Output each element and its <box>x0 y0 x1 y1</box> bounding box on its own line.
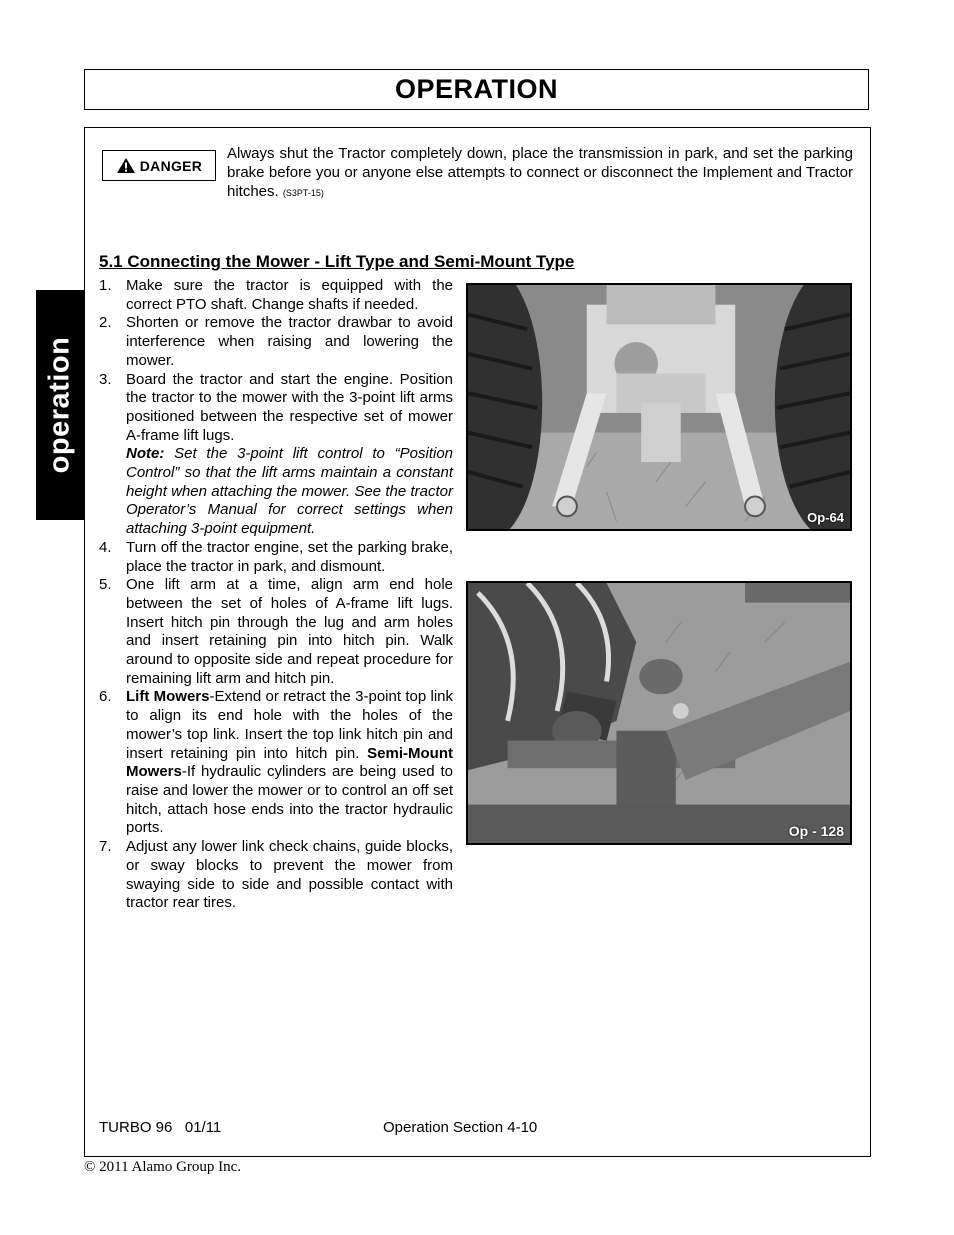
photo-tractor-hitch <box>466 283 852 531</box>
list-item: 3. Board the tractor and start the engine. Position the tractor to the mower with the 3-point lift arms positioned between the respective set of mower A-frame lift lugs. Note: Set the 3-point lift control to “Position Control” so that the lift arms maintain a constant height when attaching the mower. See the tractor Operator’s Manual for correct settings when attaching 3-point equipment. <box>99 370 453 538</box>
tractor-hitch-image <box>468 285 850 529</box>
list-item: 5. One lift arm at a time, align arm end hole between the set of holes of A-frame lift lugs. Insert hitch pin through the lug and arm holes and insert retaining pin into hitch pin. Walk around to opposite side and repeat procedure for remaining lift arm and hitch pin. <box>99 576 453 687</box>
photo-attaching-mower <box>466 581 852 845</box>
danger-label: DANGER <box>139 157 203 174</box>
steps-list <box>99 277 453 913</box>
copyright: © 2011 Alamo Group Inc. <box>84 1159 242 1175</box>
footer-section: Operation Section 4-10 <box>383 1119 538 1136</box>
note: Note: Set the 3-point lift control to “Position Control” so that the lift arms maintain a constant height when attaching the mower. See the tractor Operator’s Manual for correct settings when attaching 3-point equipment. <box>126 445 453 538</box>
list-item: 2. Shorten or remove the tractor drawbar to avoid interference when raising and lowering the mower. <box>99 314 453 369</box>
side-tab <box>36 290 84 520</box>
danger-message <box>227 144 853 203</box>
side-tab-label: operation <box>43 336 76 474</box>
footer-model: TURBO 96 01/11 <box>99 1119 222 1136</box>
danger-text: Always shut the Tractor completely down, place the transmission in park, and set the parking brake before you or anyone else attempts to connect or disconnect the Implement and Tractor hitches. <box>227 145 853 200</box>
list-item: 1. Make sure the tractor is equipped with the correct PTO shaft. Change shafts if needed. <box>99 277 453 313</box>
photo-label-op128: Op - 128 <box>788 823 844 839</box>
photo-label-op64: Op-64 <box>807 510 844 525</box>
danger-code: (S3PT-15) <box>282 188 324 198</box>
list-item: 7. Adjust any lower link check chains, guide blocks, or sway blocks to prevent the mower from swaying side to side and possible contact with tractor rear tires. <box>99 838 453 912</box>
page-title: OPERATION <box>394 74 558 104</box>
header-box <box>84 69 869 110</box>
danger-badge <box>102 150 216 181</box>
warning-triangle-icon <box>116 157 136 174</box>
list-item: 4. Turn off the tractor engine, set the parking brake, place the tractor in park, and dismount. <box>99 538 453 575</box>
section-heading: 5.1 Connecting the Mower - Lift Type and Semi-Mount Type <box>99 252 575 271</box>
list-item: 6. Lift Mowers-Extend or retract the 3-point top link to align its end hole with the holes of the mower’s top link. Insert the top link hitch pin and insert retaining pin into hitch pin. Semi-Mount Mowers-If hydraulic cylinders are being used to raise and lower the mower or to control an off set hitch, attach hose ends into the tractor hydraulic ports. <box>99 688 453 837</box>
attaching-mower-image <box>468 583 850 843</box>
